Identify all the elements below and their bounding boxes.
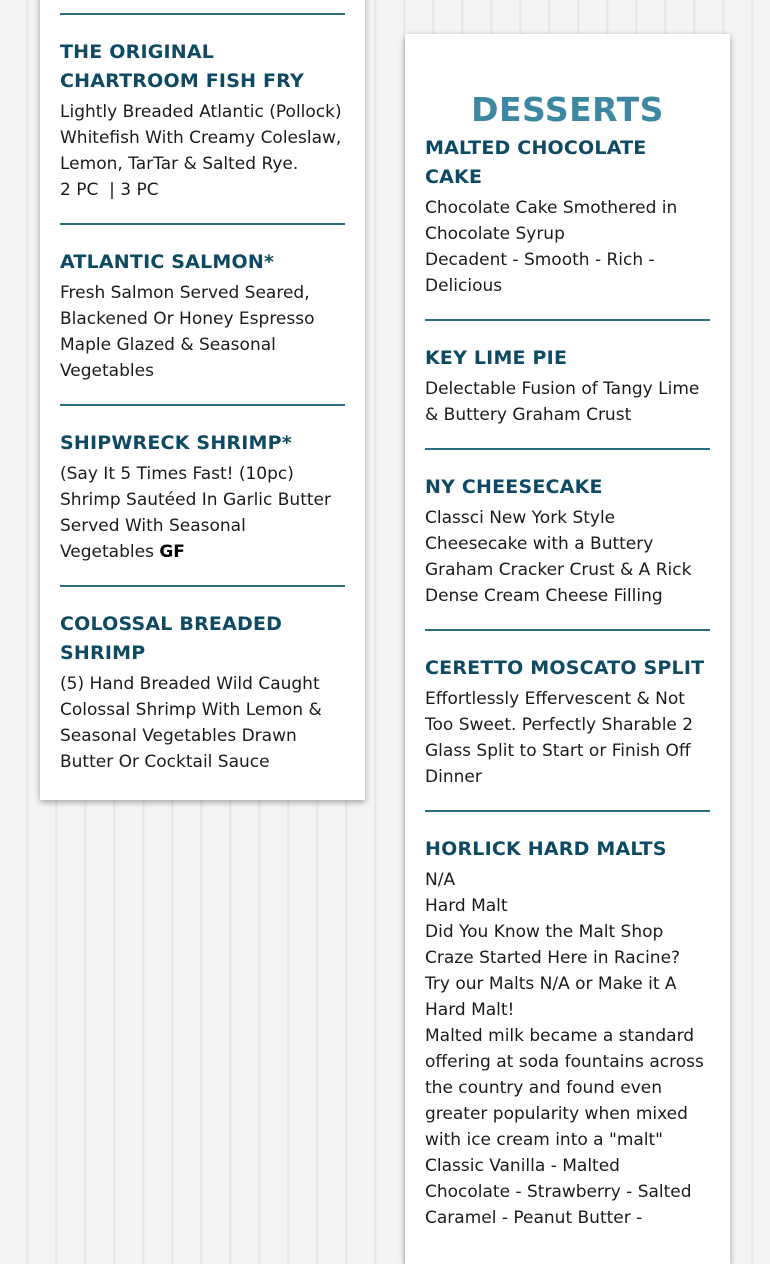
- item-price-options: 2 PC | 3 PC: [60, 180, 159, 200]
- divider: [425, 319, 710, 321]
- divider: [60, 585, 345, 587]
- divider: [425, 629, 710, 631]
- item-name: HORLICK HARD MALTS: [425, 838, 667, 860]
- menu-item-malted-chocolate-cake: [425, 134, 710, 319]
- item-description: Lightly Breaded Atlantic (Pollock) Whitefish With Creamy Coleslaw, Lemon, TarTar & Salted Rye.: [60, 102, 348, 174]
- item-description: (5) Hand Breaded Wild Caught Colossal Shrimp With Lemon & Seasonal Vegetables Drawn Butter Or Cocktail Sauce: [60, 674, 328, 772]
- menu-item-fish-fry: [60, 38, 348, 223]
- gluten-free-tag: GF: [159, 542, 185, 562]
- item-option-hard-malt: Hard Malt: [425, 896, 508, 916]
- item-name: KEY LIME PIE: [425, 347, 568, 369]
- menu-item-colossal-shrimp: [60, 610, 345, 795]
- item-description: Malted milk became a standard offering at soda fountains across the country and found even greater popularity when mixed with ice cream into a "malt": [425, 1026, 710, 1150]
- divider: [60, 13, 345, 15]
- menu-item-ceretto-moscato: [425, 654, 710, 810]
- item-description: Classci New York Style Cheesecake with a Buttery Graham Cracker Crust & A Rick Dense Cream Cheese Filling: [425, 508, 697, 606]
- desserts-card: [405, 34, 730, 1264]
- menu-item-key-lime-pie: [425, 344, 710, 448]
- divider: [60, 404, 345, 406]
- item-name: ATLANTIC SALMON*: [60, 251, 275, 273]
- item-description: Decadent - Smooth - Rich - Delicious: [425, 250, 661, 296]
- item-option-na: N/A: [425, 870, 456, 890]
- divider: [425, 448, 710, 450]
- item-name: SHIPWRECK SHRIMP*: [60, 432, 292, 454]
- item-name: CERETTO MOSCATO SPLIT: [425, 657, 705, 679]
- menu-item-horlick-hard-malts: [425, 835, 710, 1251]
- item-description: Delectable Fusion of Tangy Lime & Buttery Graham Crust: [425, 379, 705, 425]
- entrees-card: [40, 0, 365, 800]
- item-name: THE ORIGINAL CHARTROOM FISH FRY: [60, 41, 304, 92]
- menu-item-shipwreck-shrimp: [60, 429, 345, 585]
- item-name: NY CHEESECAKE: [425, 476, 603, 498]
- item-name: COLOSSAL BREADED SHRIMP: [60, 613, 283, 664]
- item-description: [60, 461, 345, 565]
- item-description-text: (Say It 5 Times Fast! (10pc) Shrimp Sautéed In Garlic Butter Served With Seasonal Vegetables: [60, 464, 337, 562]
- item-flavors: Classic Vanilla - Malted Chocolate - Strawberry - Salted Caramel - Peanut Butter -: [425, 1156, 697, 1228]
- item-description: Did You Know the Malt Shop Craze Started Here in Racine? Try our Malts N/A or Make it A Hard Malt!: [425, 922, 686, 1020]
- item-description: Chocolate Cake Smothered in Chocolate Syrup: [425, 198, 683, 244]
- item-description: Effortlessly Effervescent & Not Too Sweet. Perfectly Sharable 2 Glass Split to Start or Finish Off Dinner: [425, 689, 699, 787]
- menu-item-ny-cheesecake: [425, 473, 710, 629]
- item-name: MALTED CHOCOLATE CAKE: [425, 137, 647, 188]
- divider: [425, 810, 710, 812]
- item-description: Fresh Salmon Served Seared, Blackened Or Honey Espresso Maple Glazed & Seasonal Vegetables: [60, 283, 320, 381]
- divider: [60, 223, 345, 225]
- menu-item-atlantic-salmon: [60, 248, 345, 404]
- section-title: DESSERTS: [471, 90, 664, 129]
